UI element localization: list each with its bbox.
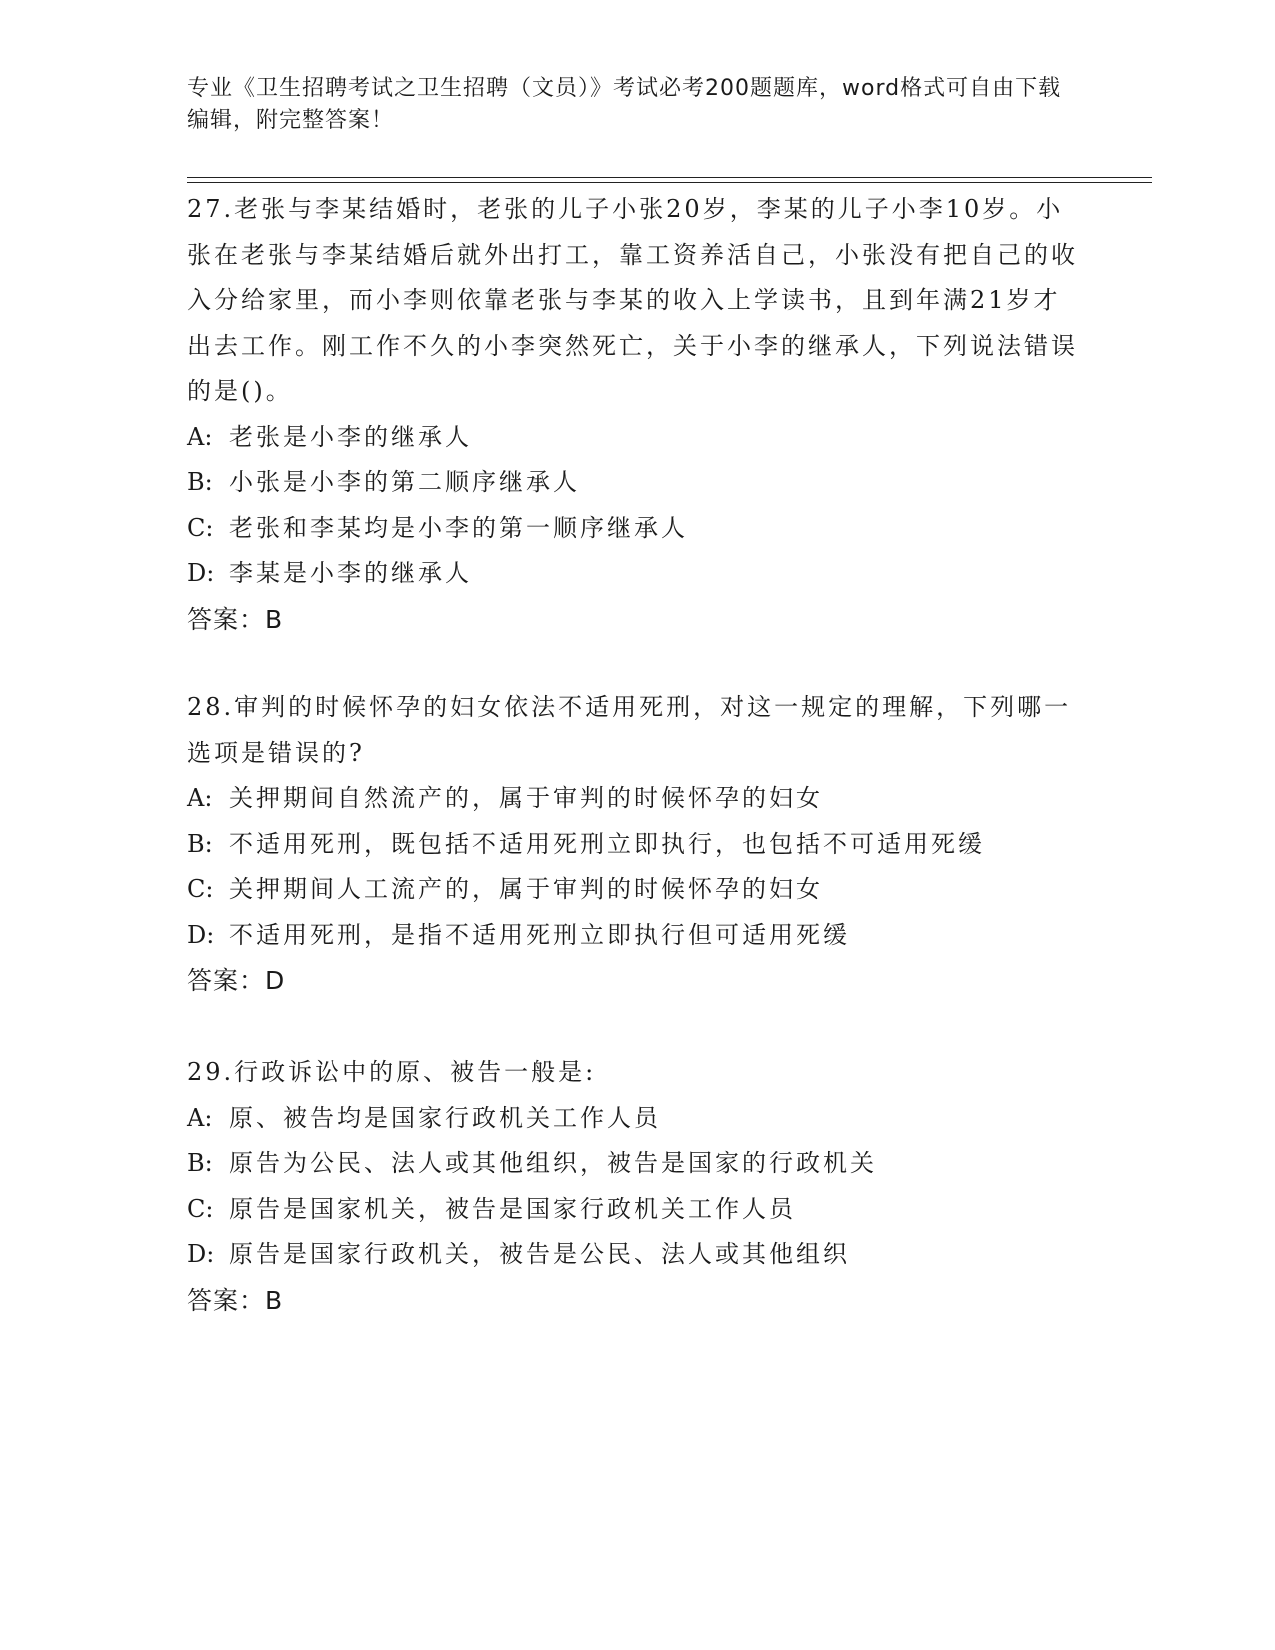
option-key: C: bbox=[187, 875, 214, 903]
option-c bbox=[187, 1187, 1087, 1233]
header-divider-bottom bbox=[187, 182, 1152, 183]
option-key: B: bbox=[187, 468, 213, 496]
option-key: A: bbox=[187, 422, 213, 451]
option-text: 老张是小李的继承人 bbox=[229, 422, 472, 451]
option-text: 不适用死刑，既包括不适用死刑立即执行，也包括不可适用死缓 bbox=[229, 829, 985, 858]
option-text: 原、被告均是国家行政机关工作人员 bbox=[229, 1103, 661, 1132]
option-text: 原告是国家行政机关，被告是公民、法人或其他组织 bbox=[229, 1240, 850, 1268]
option-b bbox=[187, 822, 1087, 868]
answer-label: 答案：D bbox=[187, 966, 286, 995]
option-text: 原告为公民、法人或其他组织，被告是国家的行政机关 bbox=[229, 1149, 877, 1177]
option-a bbox=[187, 776, 1087, 822]
option-text: 小张是小李的第二顺序继承人 bbox=[229, 468, 580, 496]
option-key: D: bbox=[187, 1240, 215, 1268]
option-a bbox=[187, 415, 1087, 461]
option-key: D: bbox=[187, 920, 215, 949]
question-28 bbox=[187, 685, 1087, 1004]
option-d bbox=[187, 1232, 1087, 1278]
answer-label: 答案：B bbox=[187, 604, 284, 634]
option-c bbox=[187, 867, 1087, 913]
option-key: B: bbox=[187, 829, 213, 858]
option-key: A: bbox=[187, 1103, 213, 1132]
option-text: 原告是国家机关，被告是国家行政机关工作人员 bbox=[229, 1194, 796, 1223]
option-text: 不适用死刑，是指不适用死刑立即执行但可适用死缓 bbox=[229, 920, 850, 949]
option-key: D: bbox=[187, 559, 215, 587]
option-a bbox=[187, 1096, 1087, 1142]
question-27 bbox=[187, 187, 1087, 642]
option-b bbox=[187, 460, 1087, 506]
option-d bbox=[187, 551, 1087, 597]
option-key: B: bbox=[187, 1149, 213, 1177]
option-text: 李某是小李的继承人 bbox=[229, 559, 472, 587]
option-c bbox=[187, 506, 1087, 552]
option-text: 老张和李某均是小李的第一顺序继承人 bbox=[229, 513, 688, 542]
document-header: 专业《卫生招聘考试之卫生招聘（文员）》考试必考200题题库，word格式可自由下载编辑，附完整答案！ bbox=[187, 76, 1062, 133]
option-text: 关押期间人工流产的，属于审判的时候怀孕的妇女 bbox=[229, 875, 823, 903]
option-key: C: bbox=[187, 513, 214, 542]
header-divider-top bbox=[187, 177, 1152, 178]
question-stem: 29.行政诉讼中的原、被告一般是: bbox=[187, 1058, 597, 1086]
question-stem: 28.审判的时候怀孕的妇女依法不适用死刑，对这一规定的理解，下列哪一选项是错误的? bbox=[187, 693, 1072, 767]
option-d bbox=[187, 913, 1087, 959]
answer-label: 答案：B bbox=[187, 1285, 284, 1315]
question-29 bbox=[187, 1050, 1087, 1323]
option-text: 关押期间自然流产的，属于审判的时候怀孕的妇女 bbox=[229, 784, 823, 812]
option-key: A: bbox=[187, 784, 213, 812]
question-stem: 27.老张与李某结婚时，老张的儿子小张20岁，李某的儿子小李10岁。小张在老张与李某结婚后就外出打工，靠工资养活自己，小张没有把自己的收入分给家里，而小李则依靠老张与李某的收入上学读书，且到年满21岁才出去工作。刚工作不久的小李突然死亡，关于小李的继承人，下列说法错误的是()。 bbox=[187, 195, 1078, 405]
option-b bbox=[187, 1141, 1087, 1187]
option-key: C: bbox=[187, 1194, 214, 1223]
